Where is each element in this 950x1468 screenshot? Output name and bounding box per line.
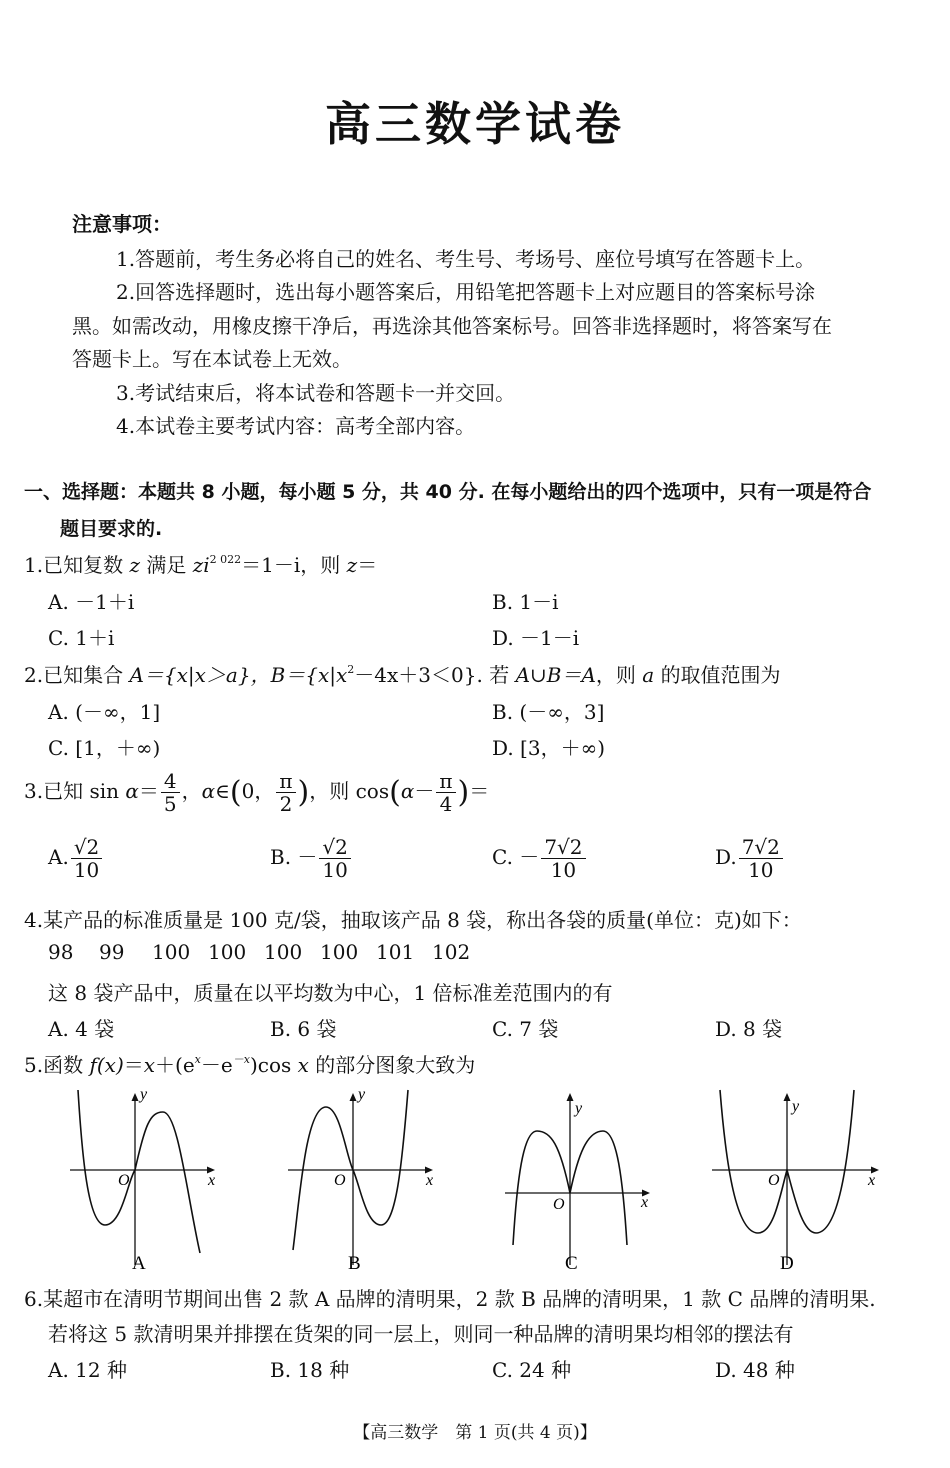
x-axis-label: x — [868, 1172, 876, 1189]
data-value: 100 — [264, 940, 303, 964]
question-4-option-a[interactable]: A. 4 袋 — [48, 1017, 115, 1041]
data-value: 102 — [432, 940, 471, 964]
page-footer: 【高三数学 第 1 页(共 4 页)】 — [353, 1423, 597, 1443]
graph-option-c[interactable] — [495, 1085, 665, 1275]
question-1-option-c[interactable]: C. 1＋i — [48, 626, 115, 650]
graph-option-d[interactable] — [712, 1085, 882, 1275]
graph-option-b[interactable] — [278, 1085, 448, 1275]
question-2-option-a[interactable]: A. (－∞，1] — [48, 700, 161, 724]
question-4-option-d[interactable]: D. 8 袋 — [715, 1017, 783, 1041]
graph-label: D — [780, 1253, 794, 1274]
notice-item-4: 4.本试卷主要考试内容：高考全部内容。 — [116, 414, 476, 438]
section-1-heading-line-2: 题目要求的. — [60, 518, 163, 540]
section-1-heading-line-1: 一、选择题：本题共 8 小题，每小题 5 分，共 40 分. 在每小题给出的四个选项中，只有一项是符合 — [24, 481, 872, 503]
question-4-data-row — [48, 940, 470, 964]
notice-item-3: 3.考试结束后，将本试卷和答题卡一并交回。 — [116, 381, 516, 405]
question-6-stem-line-1: 6.某超市在清明节期间出售 2 款 A 品牌的清明果，2 款 B 品牌的清明果，1 款 C 品牌的清明果. — [24, 1287, 876, 1311]
question-6-option-b[interactable]: B. 18 种 — [270, 1358, 350, 1382]
data-value: 99 — [99, 940, 125, 964]
graph-label: C — [565, 1253, 578, 1274]
origin-label: O — [768, 1172, 780, 1189]
y-axis-label: y — [792, 1098, 800, 1115]
question-1-option-a[interactable]: A. －1＋i — [48, 590, 135, 614]
notice-item-2-line-3: 答题卡上。写在本试卷上无效。 — [72, 347, 352, 371]
question-6-option-d[interactable]: D. 48 种 — [715, 1358, 795, 1382]
data-value: 101 — [376, 940, 415, 964]
y-axis-label: y — [140, 1086, 148, 1103]
y-axis-label: y — [358, 1086, 366, 1103]
notice-heading: 注意事项： — [72, 212, 172, 236]
question-4-stem: 4.某产品的标准质量是 100 克/袋，抽取该产品 8 袋，称出各袋的质量(单位：克)如下： — [24, 908, 802, 932]
data-value: 100 — [152, 940, 191, 964]
question-4-option-c[interactable]: C. 7 袋 — [492, 1017, 559, 1041]
notice-item-2-line-1: 2.回答选择题时，选出每小题答案后，用铅笔把答题卡上对应题目的答案标号涂 — [116, 280, 816, 304]
graph-label: A — [132, 1253, 146, 1274]
question-3-option-a[interactable]: A. $\frac{√2}{10}$ — [48, 836, 104, 881]
y-axis-arrow — [567, 1093, 574, 1101]
origin-label: O — [118, 1172, 130, 1189]
question-3-option-c[interactable]: C. － $\frac{7√2}{10}$ — [492, 836, 588, 881]
question-1-option-b[interactable]: B. 1－i — [492, 590, 559, 614]
question-1-stem: 1.已知复数 z 满足 $zi^{2 022}=1-i$，则 z＝ — [24, 553, 378, 577]
origin-label: O — [553, 1196, 565, 1213]
question-2-option-d[interactable]: D. [3，＋∞) — [492, 736, 606, 760]
x-axis-label: x — [208, 1172, 216, 1189]
question-2-option-b[interactable]: B. (－∞，3] — [492, 700, 605, 724]
notice-item-2-line-2: 黑。如需改动，用橡皮擦干净后，再选涂其他答案标号。回答非选择题时，将答案写在 — [72, 314, 832, 338]
question-5-stem: 5.函数 $f(x)=x+(e^x-e^{-x})\cos$ x 的部分图象大致为 — [24, 1053, 476, 1077]
question-2-stem: 2.已知集合 A＝{x|x＞a}，$B=\{x|x^2-4x+3<0\}$. 若 A∪B＝A，则 a 的取值范围为 — [24, 663, 781, 687]
graph-option-a[interactable] — [60, 1085, 230, 1275]
x-axis-label: x — [426, 1172, 434, 1189]
y-axis-arrow — [784, 1093, 791, 1101]
y-axis-label: y — [575, 1100, 583, 1117]
question-2-option-c[interactable]: C. [1，＋∞) — [48, 736, 161, 760]
question-4-prompt: 这 8 袋产品中，质量在以平均数为中心，1 倍标准差范围内的有 — [48, 981, 613, 1005]
function-curve — [78, 1090, 200, 1253]
question-6-option-a[interactable]: A. 12 种 — [48, 1358, 127, 1382]
origin-label: O — [334, 1172, 346, 1189]
y-axis-arrow — [350, 1093, 357, 1101]
data-value: 100 — [208, 940, 247, 964]
question-1-option-d[interactable]: D. －1－i — [492, 626, 580, 650]
question-4-option-b[interactable]: B. 6 袋 — [270, 1017, 337, 1041]
question-3-stem: 3.已知 sin α＝ $\frac{4}{5}$ ，α∈(0， $\frac{\pi}{2}$ )，则 cos(α－ $\frac{\pi}{4}$ )＝ — [24, 769, 490, 816]
question-3-option-d[interactable]: D. $\frac{7√2}{10}$ — [715, 836, 785, 881]
graph-label: B — [348, 1253, 361, 1274]
data-value: 100 — [320, 940, 359, 964]
question-6-option-c[interactable]: C. 24 种 — [492, 1358, 572, 1382]
page-title: 高三数学试卷 — [325, 97, 625, 151]
data-value: 98 — [48, 940, 74, 964]
question-6-stem-line-2: 若将这 5 款清明果并排摆在货架的同一层上，则同一种品牌的清明果均相邻的摆法有 — [48, 1322, 794, 1346]
notice-item-1: 1.答题前，考生务必将自己的姓名、考生号、考场号、座位号填写在答题卡上。 — [116, 247, 816, 271]
question-3-option-b[interactable]: B. － $\frac{√2}{10}$ — [270, 836, 353, 881]
x-axis-label: x — [641, 1194, 649, 1211]
y-axis-arrow — [132, 1093, 139, 1101]
